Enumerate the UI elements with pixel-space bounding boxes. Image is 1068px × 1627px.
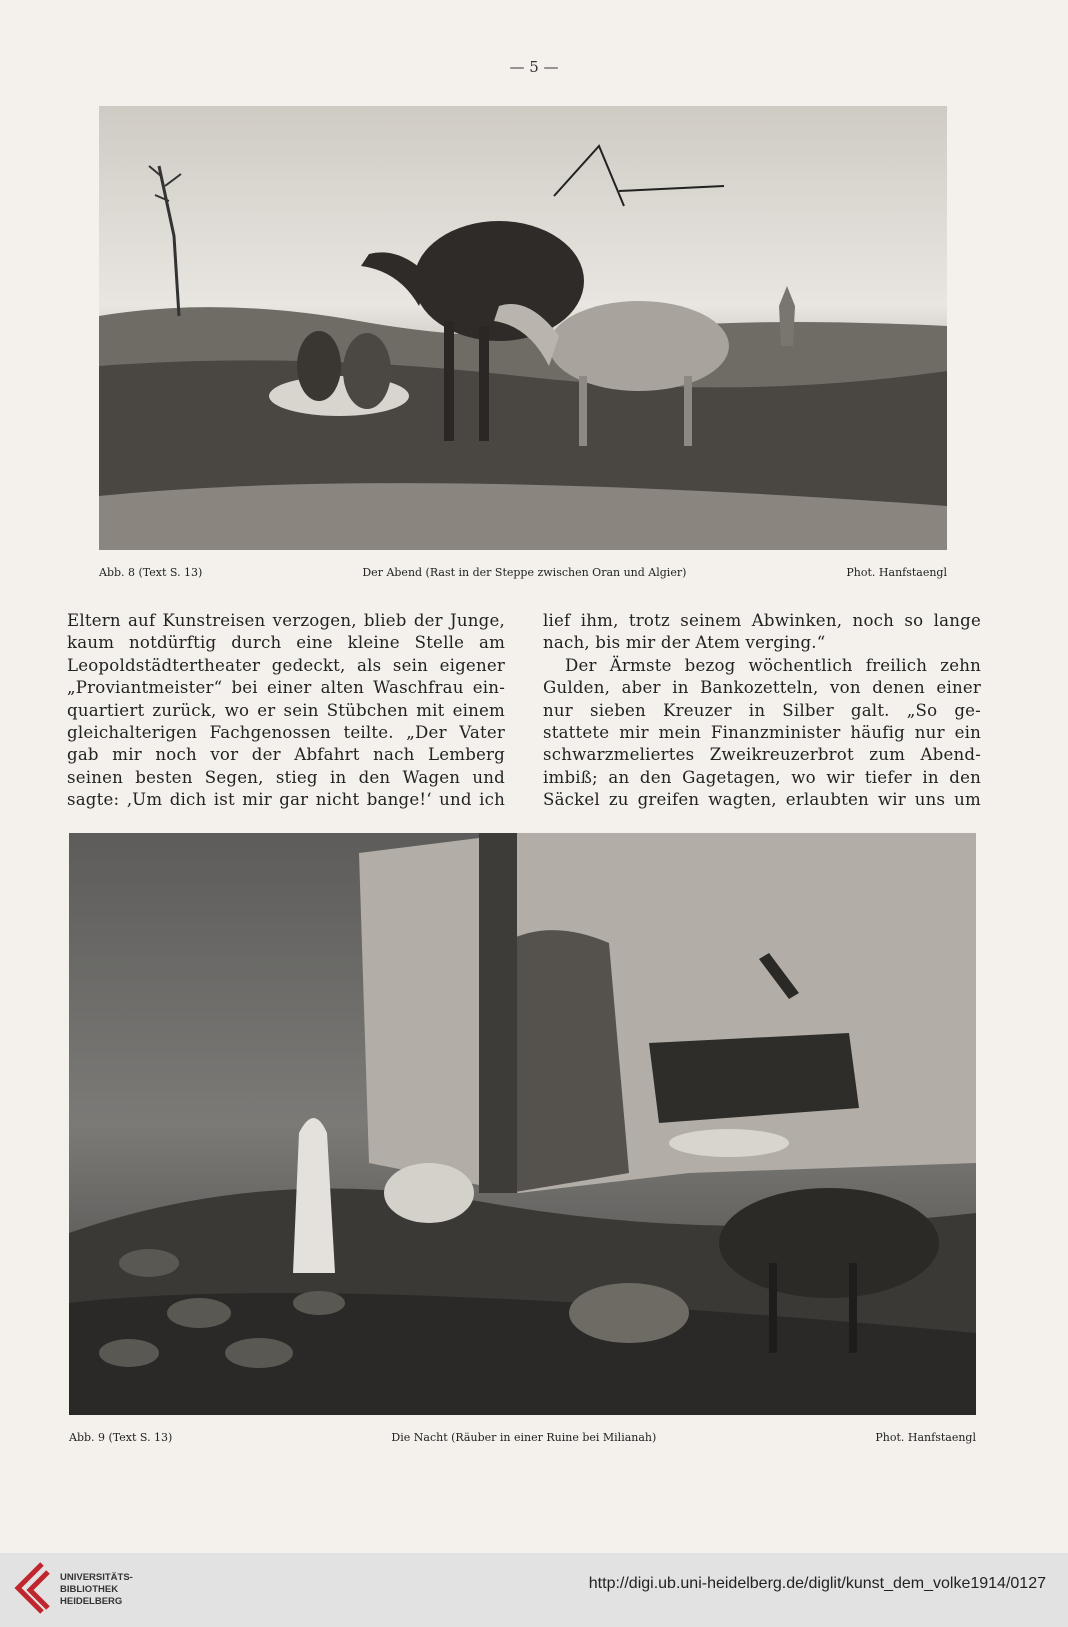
text-line: Eltern auf Kunstreisen verzogen, blieb der Junge, <box>67 611 505 630</box>
text-line: Gulden, aber in Bankozetteln, von denen einer <box>543 678 981 698</box>
figure-9-caption <box>69 1431 976 1444</box>
figure-9-title: Die Nacht (Räuber in einer Ruine bei Milianah) <box>391 1431 657 1444</box>
logo-line: BIBLIOTHEK <box>60 1584 119 1595</box>
text-line: stattete mir mein Finanzminister häufig nur ein <box>543 723 981 743</box>
permalink-url[interactable]: http://digi.ub.uni-heidelberg.de/diglit/kunst_dem_volke1914/0127 <box>588 1575 1046 1592</box>
text-line: nach, bis mir der Atem verging.“ <box>543 633 826 653</box>
text-line: gab mir noch vor der Abfahrt nach Lemberg <box>67 745 505 765</box>
library-logo-text <box>60 1572 133 1608</box>
text-column-left <box>67 610 505 812</box>
figure-9-credit: Phot. Hanfstaengl <box>875 1431 976 1444</box>
text-line: schwarzmeliertes Zweikreuzerbrot zum Abend- <box>543 745 981 765</box>
footer-bar <box>0 1553 1068 1627</box>
text-line: nur sieben Kreuzer in Silber galt. „So ge- <box>543 700 981 720</box>
text-line: Säckel zu greifen wagten, erlaubten wir uns um <box>543 790 981 810</box>
figure-9-label: Abb. 9 (Text S. 13) <box>69 1431 173 1444</box>
text-line: lief ihm, trotz seinem Abwinken, noch so lange <box>543 611 981 630</box>
text-line: imbiß; an den Gagetagen, wo wir tiefer in den <box>543 767 981 787</box>
figure-8-credit: Phot. Hanfstaengl <box>846 566 947 579</box>
figure-8-title: Der Abend (Rast in der Steppe zwischen Oran und Algier) <box>362 566 687 579</box>
text-line: gleichalterigen Fachgenossen teilte. „Der Vater <box>67 723 505 743</box>
body-text <box>67 610 981 812</box>
logo-line: HEIDELBERG <box>60 1596 123 1607</box>
text-line: Der Ärmste bezog wöchentlich freilich zehn <box>565 655 981 675</box>
text-line: Leopoldstädtertheater gedeckt, als sein eigener <box>67 655 505 675</box>
text-line: sagte: ‚Um dich ist mir gar nicht bange!‘ und ich <box>67 790 505 810</box>
page-number: — 5 — <box>509 58 559 76</box>
figure-8-caption <box>99 566 947 579</box>
text-line: quartiert zurück, wo er sein Stübchen mit einem <box>67 700 505 720</box>
library-logo[interactable] <box>12 1562 133 1618</box>
text-line: seinen besten Segen, stieg in den Wagen und <box>67 767 505 787</box>
text-line: kaum notdürftig durch eine kleine Stelle am <box>67 633 505 653</box>
figure-9-image <box>69 833 976 1415</box>
text-column-right <box>543 610 981 812</box>
logo-line: UNIVERSITÄTS- <box>60 1572 133 1583</box>
figure-8-label: Abb. 8 (Text S. 13) <box>99 566 203 579</box>
text-line: „Proviantmeister“ bei einer alten Waschfrau ein- <box>67 678 505 698</box>
figure-8-image <box>99 106 947 550</box>
library-logo-icon <box>12 1562 52 1618</box>
